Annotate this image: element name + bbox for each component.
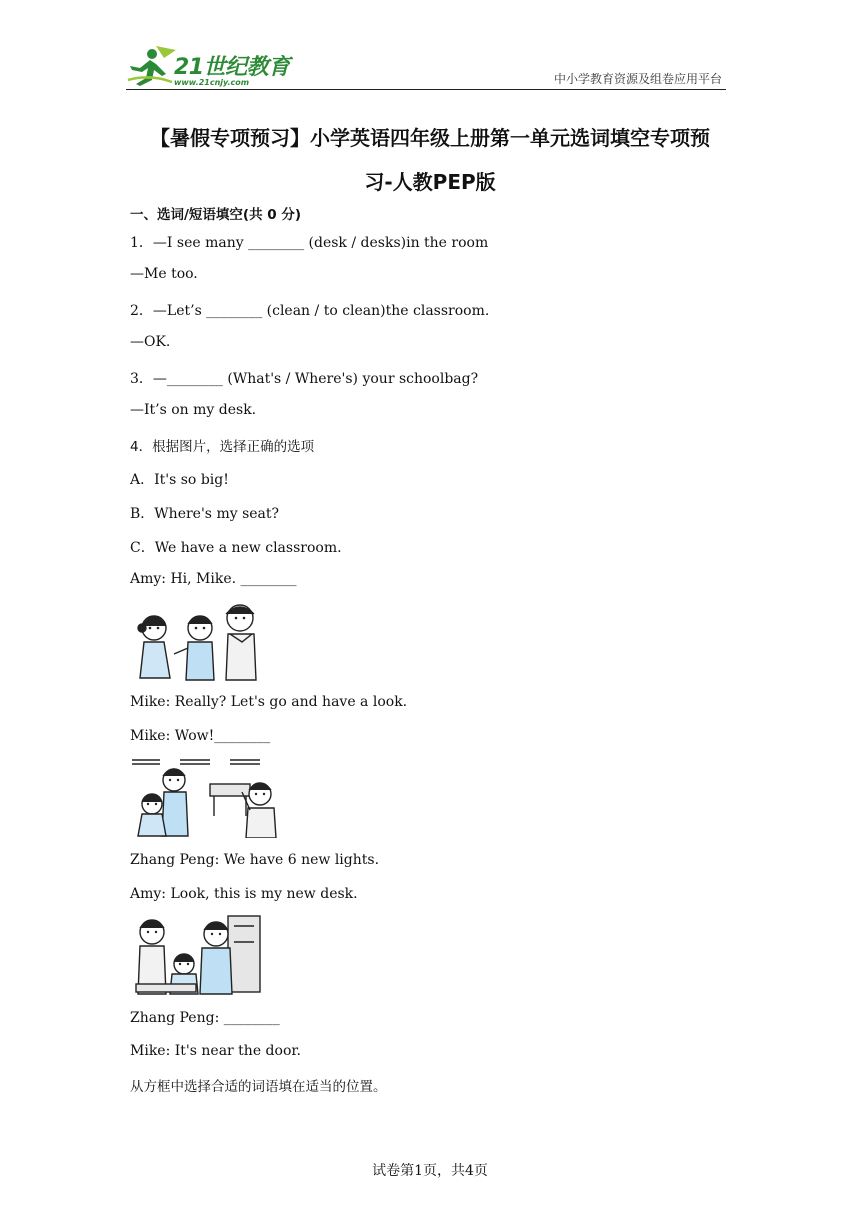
dialog-line: Amy: Hi, Mike. ________ (130, 571, 297, 587)
question-2-reply: —OK. (130, 334, 171, 350)
page-title-line-1: 【暑假专项预习】小学英语四年级上册第一单元选词填空专项预 (150, 126, 710, 150)
dialog-line: Mike: It's near the door. (130, 1043, 301, 1059)
option-c: C．We have a new classroom. (130, 540, 342, 556)
runner-logo-icon (126, 44, 180, 88)
illustration-new-desk (130, 912, 262, 996)
page-header (126, 40, 726, 92)
question-3: 3．—________ (What's / Where's) your schoolbag? (130, 371, 479, 387)
dialog-line: Mike: Wow!________ (130, 728, 271, 744)
dialog-line: Zhang Peng: We have 6 new lights. (130, 852, 380, 868)
illustration-children-greeting (130, 598, 264, 682)
header-divider (126, 89, 726, 90)
question-2: 2．—Let’s ________ (clean / to clean)the classroom. (130, 303, 490, 319)
platform-label: 中小学教育资源及组卷应用平台 (553, 72, 722, 86)
logo-title: 21世纪教育 (174, 55, 290, 80)
question-1-reply: —Me too. (130, 266, 198, 282)
dialog-line: Amy: Look, this is my new desk. (130, 886, 358, 902)
dialog-line: Zhang Peng: ________ (130, 1010, 280, 1026)
page-title-line-2: 习-人教PEP版 (364, 170, 496, 194)
question-4-prompt: 4．根据图片，选择正确的选项 (130, 439, 315, 455)
dialog-line: Mike: Really? Let's go and have a look. (130, 694, 408, 710)
question-3-reply: —It’s on my desk. (130, 402, 257, 418)
instruction-text: 从方框中选择合适的词语填在适当的位置。 (130, 1079, 387, 1095)
option-b: B．Where's my seat? (130, 506, 280, 522)
section-heading: 一、选词/短语填空(共 0 分) (130, 207, 302, 223)
question-1: 1．—I see many ________ (desk / desks)in the room (130, 235, 489, 251)
option-a: A．It's so big! (130, 472, 229, 488)
logo-url: www.21cnjy.com (174, 78, 250, 87)
logo (126, 44, 296, 90)
illustration-classroom-lights (130, 754, 282, 838)
page-footer: 试卷第1页，共4页 (372, 1163, 488, 1179)
